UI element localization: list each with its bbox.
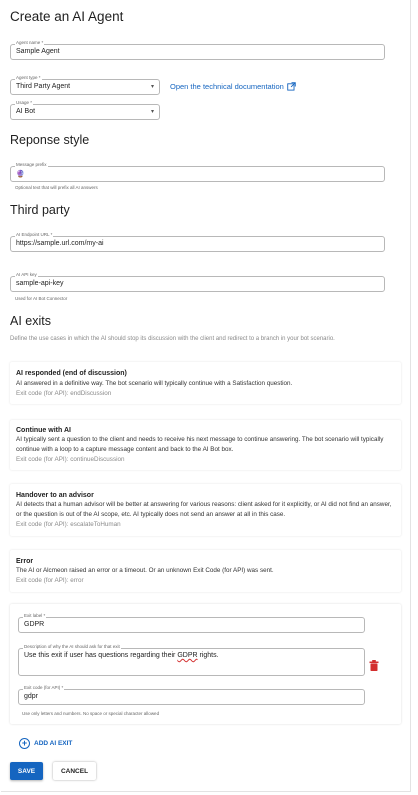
add-circle-icon: + — [19, 738, 30, 749]
create-agent-panel — [1, 0, 411, 792]
exit-label-value: GDPR — [24, 621, 45, 628]
exit-text: AI answered in a definitive way. The bot scenario will typically continue with a Satisfaction question. — [16, 380, 293, 387]
message-prefix-field[interactable] — [10, 162, 385, 182]
third-party-heading: Third party — [10, 203, 70, 217]
exit-text: AI detects that a human advisor will be better at answering for various reasons: client asked for it explicitly, or AI did not find an answer, or the question is out of the AI scope, etc. AI typically does not send an answer at all in this case. — [16, 501, 392, 518]
technical-documentation-link[interactable] — [170, 82, 296, 91]
exit-card-continue — [10, 420, 401, 470]
agent-type-value: Third Party Agent — [16, 83, 71, 90]
add-ai-exit-button[interactable] — [19, 738, 72, 749]
exit-card-end-discussion — [10, 362, 401, 404]
exit-code: Exit code (for API): escalateToHuman — [16, 521, 121, 528]
chevron-down-icon: ▾ — [150, 109, 154, 115]
api-key-value: sample-api-key — [16, 280, 64, 287]
endpoint-url-value: https://sample.url.com/my-ai — [16, 240, 104, 247]
chevron-down-icon: ▾ — [150, 84, 154, 90]
agent-type-select[interactable] — [10, 75, 160, 95]
usage-value: AI Bot — [16, 108, 36, 115]
exit-text: AI typically sent a question to the client and needs to receive his next message to continue answering. The bot scenario will typically continue with a loop to a capture message content and back to the AI Bot box. — [16, 436, 384, 453]
trash-icon[interactable] — [369, 660, 379, 671]
cancel-button[interactable]: CANCEL — [53, 762, 96, 780]
exit-code: Exit code (for API): endDiscussion — [16, 390, 112, 397]
api-key-label: AI API key — [16, 272, 37, 277]
exit-description-label: Description of why the AI should ask for that exit — [24, 644, 120, 649]
page-title: Create an AI Agent — [10, 9, 124, 24]
desc-text-post: rights. — [197, 652, 219, 659]
endpoint-url-field[interactable] — [10, 232, 385, 252]
external-link-icon — [287, 82, 296, 91]
agent-name-field[interactable] — [10, 40, 385, 60]
exit-card-error — [10, 550, 401, 592]
ai-exits-description: Define the use cases in which the AI should stop its discussion with the client and redirect to a branch in your bot scenario. — [10, 336, 335, 342]
api-key-field[interactable] — [10, 272, 385, 292]
agent-type-label: Agent type * — [16, 75, 41, 80]
exit-label-field[interactable] — [18, 613, 365, 633]
exit-description-value — [24, 652, 219, 659]
agent-name-label: Agent name * — [16, 40, 44, 45]
add-ai-exit-label: ADD AI EXIT — [34, 740, 73, 747]
exit-code: Exit code (for API): error — [16, 577, 84, 584]
message-prefix-value: 🔮 — [16, 171, 25, 178]
agent-name-value: Sample Agent — [16, 48, 60, 55]
message-prefix-helper: Optional text that will prefix all AI answers — [15, 185, 98, 190]
save-button[interactable]: SAVE — [10, 762, 43, 780]
exit-label-label: Exit label * — [24, 613, 46, 618]
exit-code-value: gdpr — [24, 693, 39, 700]
exit-code: Exit code (for API): continueDiscussion — [16, 456, 125, 463]
exit-code-field[interactable] — [18, 685, 365, 705]
exit-code-helper: Use only letters and numbers. No space or special character allowed — [22, 711, 160, 716]
exit-description-field[interactable] — [18, 644, 365, 676]
exit-card-handover — [10, 484, 401, 536]
desc-text-flagged: GDPR — [177, 652, 198, 659]
endpoint-url-label: AI Endpoint URL * — [16, 232, 53, 237]
usage-select[interactable] — [10, 100, 160, 120]
exit-name: Handover to an advisor — [16, 492, 94, 499]
exit-text: The AI or Alcmeon raised an error or a timeout. Or an unknown Exit Code (for API) was sent. — [16, 567, 274, 574]
exit-name: Continue with AI — [16, 427, 71, 434]
exit-name: AI responded (end of discussion) — [16, 370, 127, 377]
doc-link-label: Open the technical documentation — [170, 82, 284, 91]
exit-name: Error — [16, 558, 34, 565]
usage-label: Usage * — [16, 100, 33, 105]
message-prefix-label: Message prefix — [16, 162, 47, 167]
ai-exits-heading: AI exits — [10, 314, 51, 328]
exit-code-label: Exit code (for API) * — [24, 685, 64, 690]
api-key-helper: Used for AI Bot Connector — [15, 296, 68, 301]
desc-text-pre: Use this exit if user has questions regarding their — [24, 652, 178, 659]
response-style-heading: Reponse style — [10, 133, 90, 147]
